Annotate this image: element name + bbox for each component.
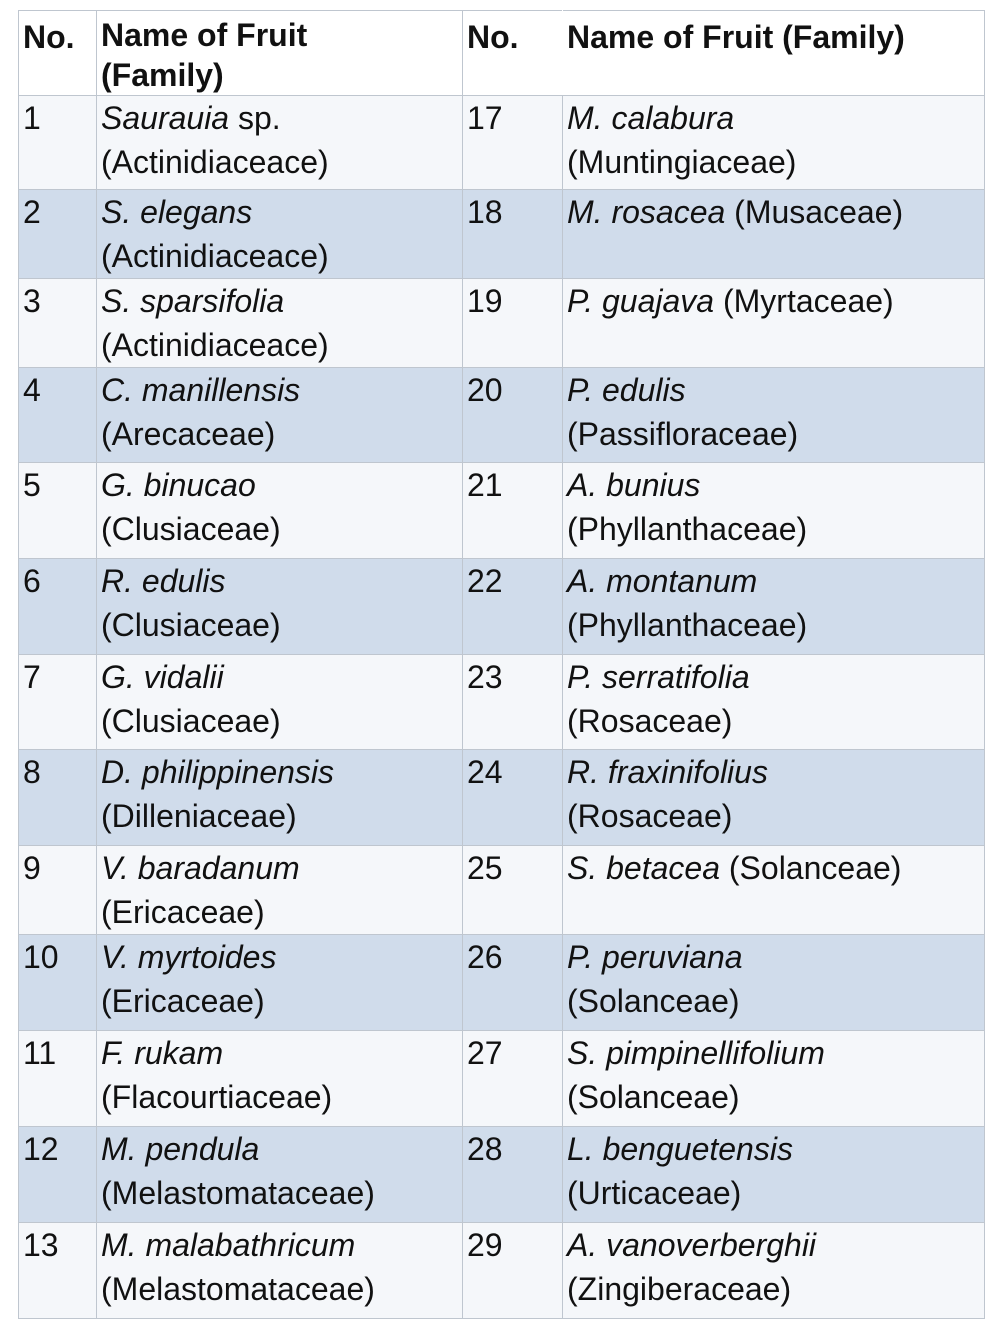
fruit-scientific-line [101, 96, 462, 140]
fruit-family: (Phyllanthaceae) [567, 607, 808, 643]
fruit-name-left [97, 96, 463, 190]
fruit-number-right: 22 [463, 559, 563, 655]
table-body [19, 96, 985, 1319]
fruit-family: (Melastomataceae) [101, 1175, 375, 1211]
fruit-scientific-line [101, 463, 462, 507]
fruit-scientific-line [101, 750, 462, 794]
fruit-name-right [563, 1031, 985, 1127]
fruit-table [18, 10, 985, 1319]
fruit-family: (Solanceae) [567, 983, 740, 1019]
fruit-scientific-name: S. sparsifolia [101, 283, 285, 319]
fruit-family: (Zingiberaceae) [567, 1271, 792, 1307]
fruit-family-line [567, 140, 984, 184]
fruit-scientific-line [567, 1223, 984, 1267]
fruit-family: (Melastomataceae) [101, 1271, 375, 1307]
fruit-scientific-line [567, 279, 984, 323]
fruit-scientific-line [567, 1031, 984, 1075]
fruit-scientific-line [567, 655, 984, 699]
fruit-name-left [97, 463, 463, 559]
fruit-scientific-name: M. pendula [101, 1131, 260, 1167]
header-no-left: No. [19, 11, 97, 96]
fruit-name-left [97, 750, 463, 846]
fruit-scientific-name: M. calabura [567, 100, 735, 136]
fruit-family-line [101, 234, 462, 278]
table-row [19, 1031, 985, 1127]
fruit-family: (Actinidiaceace) [101, 238, 329, 274]
fruit-family-line [101, 890, 462, 934]
fruit-family-line [567, 507, 984, 551]
fruit-scientific-line [567, 190, 984, 234]
fruit-name-right [563, 559, 985, 655]
fruit-family: (Rosaceae) [567, 703, 733, 739]
fruit-family-line [101, 603, 462, 647]
fruit-scientific-name: R. fraxinifolius [567, 754, 768, 790]
fruit-scientific-name: G. binucao [101, 467, 256, 503]
fruit-name-right [563, 935, 985, 1031]
fruit-family: (Solanceae) [728, 850, 902, 886]
table-row [19, 935, 985, 1031]
fruit-name-right [563, 368, 985, 463]
fruit-number-left: 13 [19, 1223, 97, 1319]
fruit-number-right: 29 [463, 1223, 563, 1319]
fruit-scientific-line [101, 559, 462, 603]
fruit-scientific-name: V. baradanum [101, 850, 300, 886]
fruit-scientific-name: C. manillensis [101, 372, 301, 408]
fruit-family-line [101, 507, 462, 551]
fruit-family-line [101, 794, 462, 838]
fruit-scientific-line [101, 935, 462, 979]
fruit-number-right: 26 [463, 935, 563, 1031]
fruit-name-right [563, 279, 985, 368]
fruit-number-left: 6 [19, 559, 97, 655]
fruit-family: (Clusiaceae) [101, 511, 281, 547]
fruit-scientific-line [101, 655, 462, 699]
fruit-scientific-name: P. guajava [567, 283, 715, 319]
fruit-scientific-name: A. bunius [567, 467, 701, 503]
table-row [19, 750, 985, 846]
fruit-family: (Passifloraceae) [567, 416, 799, 452]
fruit-number-right: 27 [463, 1031, 563, 1127]
fruit-family: (Muntingiaceae) [567, 144, 797, 180]
fruit-scientific-name: R. edulis [101, 563, 226, 599]
fruit-name-left [97, 846, 463, 935]
table-row [19, 1127, 985, 1223]
fruit-scientific-line [567, 368, 984, 412]
fruit-family: (Ericaceae) [101, 894, 265, 930]
fruit-scientific-line [567, 96, 984, 140]
fruit-family-line [567, 979, 984, 1023]
fruit-family: (Rosaceae) [567, 798, 733, 834]
fruit-scientific-line [101, 1223, 462, 1267]
fruit-number-left: 2 [19, 190, 97, 279]
fruit-scientific-name: G. vidalii [101, 659, 224, 695]
fruit-number-right: 23 [463, 655, 563, 750]
fruit-family-line [567, 699, 984, 743]
fruit-scientific-name: S. betacea [567, 850, 720, 886]
fruit-name-left [97, 1127, 463, 1223]
fruit-family: (Clusiaceae) [101, 703, 281, 739]
header-name-right: Name of Fruit (Family) [563, 11, 985, 96]
fruit-number-left: 11 [19, 1031, 97, 1127]
fruit-number-right: 20 [463, 368, 563, 463]
header-name-left [97, 11, 463, 96]
fruit-family-line [101, 140, 462, 184]
table-row [19, 190, 985, 279]
fruit-family-line [101, 1075, 462, 1119]
fruit-family-line [101, 412, 462, 456]
fruit-scientific-line [567, 463, 984, 507]
fruit-family: (Flacourtiaceae) [101, 1079, 333, 1115]
header-name-left-line2: (Family) [101, 57, 224, 93]
table-row [19, 1223, 985, 1319]
fruit-number-left: 8 [19, 750, 97, 846]
fruit-scientific-name: F. rukam [101, 1035, 224, 1071]
table-row [19, 463, 985, 559]
fruit-name-right [563, 463, 985, 559]
fruit-family: (Solanceae) [567, 1079, 740, 1115]
fruit-family-line [101, 1171, 462, 1215]
fruit-name-right [563, 655, 985, 750]
fruit-scientific-name: D. philippinensis [101, 754, 335, 790]
fruit-scientific-line [101, 846, 462, 890]
fruit-number-left: 12 [19, 1127, 97, 1223]
fruit-number-left: 1 [19, 96, 97, 190]
fruit-name-right [563, 190, 985, 279]
fruit-scientific-line [101, 190, 462, 234]
fruit-family: (Actinidiaceace) [101, 144, 329, 180]
fruit-name-left [97, 190, 463, 279]
fruit-number-right: 28 [463, 1127, 563, 1223]
fruit-family-line [567, 1171, 984, 1215]
fruit-number-left: 10 [19, 935, 97, 1031]
fruit-number-right: 25 [463, 846, 563, 935]
fruit-family: (Urticaceae) [567, 1175, 742, 1211]
fruit-scientific-name: P. edulis [567, 372, 686, 408]
fruit-number-right: 18 [463, 190, 563, 279]
fruit-family: (Dilleniaceae) [101, 798, 297, 834]
fruit-family: (Actinidiaceace) [101, 327, 329, 363]
fruit-family: (Myrtaceae) [722, 283, 894, 319]
header-no-right: No. [463, 11, 563, 96]
fruit-family-line [101, 699, 462, 743]
table-row [19, 368, 985, 463]
fruit-number-right: 19 [463, 279, 563, 368]
fruit-name-right [563, 1127, 985, 1223]
fruit-scientific-name: Saurauia [101, 100, 230, 136]
fruit-scientific-name: M. malabathricum [101, 1227, 356, 1263]
fruit-family-line [101, 1267, 462, 1311]
fruit-scientific-name: A. montanum [567, 563, 758, 599]
fruit-name-left [97, 559, 463, 655]
fruit-scientific-name: S. pimpinellifolium [567, 1035, 825, 1071]
table-header-row [19, 11, 985, 96]
table-row [19, 655, 985, 750]
fruit-scientific-line [101, 1031, 462, 1075]
fruit-name-right [563, 1223, 985, 1319]
fruit-species-suffix: sp. [229, 100, 281, 136]
fruit-number-left: 9 [19, 846, 97, 935]
fruit-scientific-line [567, 846, 984, 890]
fruit-scientific-name: P. serratifolia [567, 659, 750, 695]
fruit-name-left [97, 1223, 463, 1319]
header-name-left-line1: Name of Fruit [101, 17, 308, 53]
fruit-number-left: 4 [19, 368, 97, 463]
fruit-name-left [97, 655, 463, 750]
fruit-family: (Phyllanthaceae) [567, 511, 808, 547]
table-row [19, 96, 985, 190]
fruit-scientific-line [567, 559, 984, 603]
fruit-name-left [97, 368, 463, 463]
fruit-scientific-name: S. elegans [101, 194, 253, 230]
fruit-scientific-line [101, 1127, 462, 1171]
fruit-number-left: 7 [19, 655, 97, 750]
fruit-scientific-line [101, 368, 462, 412]
fruit-name-right [563, 750, 985, 846]
fruit-family: (Ericaceae) [101, 983, 265, 1019]
fruit-family: (Arecaceae) [101, 416, 276, 452]
fruit-number-right: 17 [463, 96, 563, 190]
table-row [19, 846, 985, 935]
fruit-scientific-line [567, 935, 984, 979]
fruit-name-right [563, 96, 985, 190]
fruit-scientific-name: V. myrtoides [101, 939, 277, 975]
fruit-scientific-name: M. rosacea [567, 194, 726, 230]
fruit-scientific-line [101, 279, 462, 323]
fruit-family-line [567, 603, 984, 647]
fruit-scientific-name: P. peruviana [567, 939, 743, 975]
fruit-number-left: 3 [19, 279, 97, 368]
fruit-name-right [563, 846, 985, 935]
fruit-scientific-line [567, 750, 984, 794]
fruit-name-left [97, 1031, 463, 1127]
fruit-family-line [101, 323, 462, 367]
fruit-family-line [567, 1075, 984, 1119]
fruit-name-left [97, 279, 463, 368]
fruit-number-right: 21 [463, 463, 563, 559]
table-row [19, 559, 985, 655]
fruit-scientific-line [567, 1127, 984, 1171]
fruit-family-line [567, 1267, 984, 1311]
table-row [19, 279, 985, 368]
fruit-name-left [97, 935, 463, 1031]
fruit-scientific-name: A. vanoverberghii [567, 1227, 817, 1263]
fruit-family: (Musaceae) [734, 194, 904, 230]
fruit-family-line [567, 412, 984, 456]
fruit-scientific-name: L. benguetensis [567, 1131, 793, 1167]
fruit-family-line [101, 979, 462, 1023]
fruit-number-right: 24 [463, 750, 563, 846]
fruit-family: (Clusiaceae) [101, 607, 281, 643]
fruit-number-left: 5 [19, 463, 97, 559]
fruit-family-line [567, 794, 984, 838]
